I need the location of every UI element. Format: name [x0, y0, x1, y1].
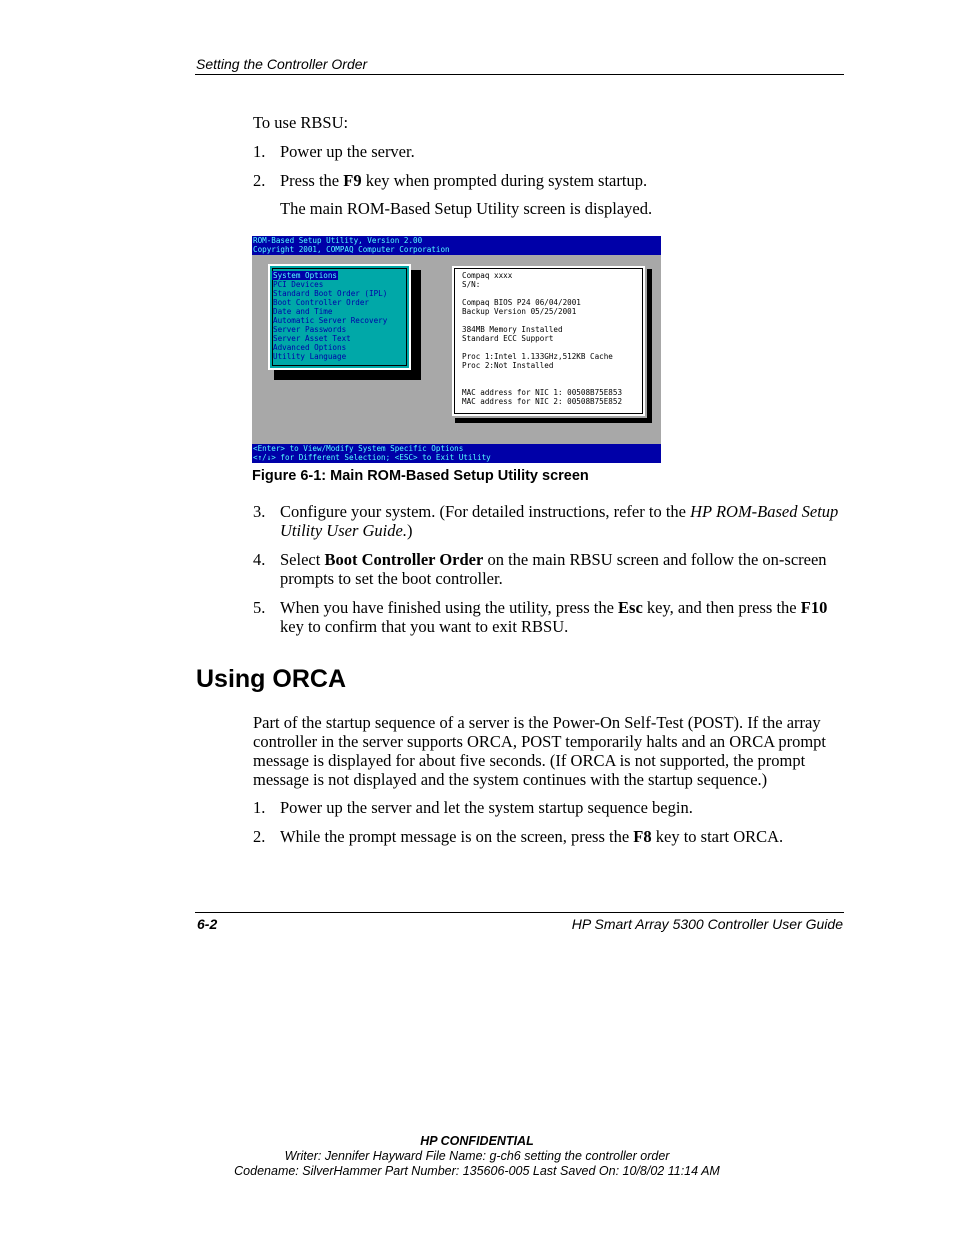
- bios-menu-item: Automatic Server Recovery: [273, 316, 388, 325]
- step-text: Power up the server.: [280, 142, 415, 161]
- bios-menu-item-boot-controller-order: Boot Controller Order: [273, 298, 370, 307]
- figure-caption: Figure 6-1: Main ROM-Based Setup Utility screen: [252, 468, 589, 484]
- bios-menu-item: PCI Devices: [273, 280, 324, 289]
- confidential-codename: Codename: SilverHammer Part Number: 135606-005 Last Saved On: 10/8/02 11:14 AM: [234, 1164, 720, 1178]
- step-number: 1.: [253, 142, 266, 161]
- page-number: 6-2: [197, 916, 218, 932]
- bios-help-line: <Enter> to View/Modify System Specific Options: [253, 444, 464, 453]
- bios-menu-item: Server Asset Text: [273, 334, 351, 343]
- step-3: [253, 502, 843, 540]
- orca-step-2: [253, 827, 843, 846]
- info-line: S/N:: [462, 280, 481, 289]
- key-esc: Esc: [618, 598, 643, 617]
- intro-text: To use RBSU:: [253, 113, 349, 132]
- bios-menu-item: Standard Boot Order (IPL): [273, 289, 388, 298]
- footer-rule: [195, 912, 844, 913]
- step-number: 3.: [253, 502, 266, 521]
- step-number: 4.: [253, 550, 266, 569]
- step-1: [253, 142, 843, 161]
- step-text: Press the F9 key when prompted during system startup.: [280, 171, 648, 190]
- info-line: Backup Version 05/25/2001: [462, 307, 577, 316]
- step-text: While the prompt message is on the screen, press the F8 key to start ORCA.: [280, 827, 784, 846]
- info-line: 384MB Memory Installed: [462, 325, 563, 334]
- step-text: When you have finished using the utility, press the Esc key, and then press the F10 key to confirm that you want to exit RBSU.: [280, 598, 828, 636]
- key-f10: F10: [800, 598, 828, 617]
- step-4: [253, 550, 843, 588]
- bios-menu-item: Date and Time: [273, 307, 333, 316]
- info-line: Compaq BIOS P24 06/04/2001: [462, 298, 581, 307]
- bios-help-line: <↑/↓> for Different Selection; <ESC> to Exit Utility: [253, 453, 491, 462]
- info-line: Standard ECC Support: [462, 334, 554, 343]
- menu-term: Boot Controller Order: [324, 550, 484, 569]
- step-number: 2.: [253, 171, 266, 190]
- bios-menu-item: Advanced Options: [273, 343, 347, 352]
- step-number: 1.: [253, 798, 266, 817]
- step-text: Configure your system. (For detailed instructions, refer to the HP ROM-Based Setup Utility User Guide.): [280, 502, 839, 540]
- step-text: Power up the server and let the system startup sequence begin.: [280, 798, 693, 817]
- step-text: Select Boot Controller Order on the main RBSU screen and follow the on-screen prompts to set the boot controller.: [280, 550, 827, 588]
- guide-title: HP ROM-Based Setup Utility User Guide.: [280, 502, 839, 540]
- orca-paragraph: Part of the startup sequence of a server is the Power-On Self-Test (POST). If the array controller in the server supports ORCA, POST temporarily halts and an ORCA prompt message is displayed for about five seconds. (If ORCA is not supported, the prompt message is not displayed and the system continues with the startup sequence.): [253, 713, 827, 789]
- step-2: [253, 171, 843, 190]
- bios-help-band: [252, 444, 661, 463]
- bios-menu-item: Utility Language: [273, 352, 347, 361]
- info-line: MAC address for NIC 2: 00508B75E852: [462, 397, 623, 406]
- key-f9: F9: [343, 171, 362, 190]
- info-line: Proc 2:Not Installed: [462, 361, 554, 370]
- bios-system-info-panel: [450, 264, 647, 418]
- info-line: Compaq xxxx: [462, 271, 513, 280]
- bios-title: ROM-Based Setup Utility, Version 2.00: [253, 236, 423, 245]
- rbsu-screenshot: [252, 236, 661, 463]
- bios-main-menu: [268, 264, 411, 370]
- bios-menu-item-system-options: System Options: [273, 271, 338, 280]
- running-head: Setting the Controller Order: [196, 56, 368, 72]
- step-number: 2.: [253, 827, 266, 846]
- step-5: [253, 598, 843, 636]
- info-line: MAC address for NIC 1: 00508B75E853: [462, 388, 623, 397]
- step-2-result: The main ROM-Based Setup Utility screen is displayed.: [280, 199, 653, 218]
- bios-title-band: [252, 236, 661, 255]
- book-title: HP Smart Array 5300 Controller User Guide: [571, 916, 843, 932]
- orca-step-1: [253, 798, 843, 817]
- info-line: Proc 1:Intel 1.133GHz,512KB Cache: [462, 352, 613, 361]
- bios-menu-item: Server Passwords: [273, 325, 347, 334]
- confidential-writer: Writer: Jennifer Hayward File Name: g-ch6 setting the controller order: [284, 1149, 670, 1163]
- header-rule: [195, 74, 844, 75]
- key-f8: F8: [633, 827, 652, 846]
- step-number: 5.: [253, 598, 266, 617]
- section-title: Using ORCA: [196, 665, 346, 693]
- bios-copyright: Copyright 2001, COMPAQ Computer Corporation: [253, 245, 450, 254]
- confidential-label: HP CONFIDENTIAL: [420, 1134, 534, 1148]
